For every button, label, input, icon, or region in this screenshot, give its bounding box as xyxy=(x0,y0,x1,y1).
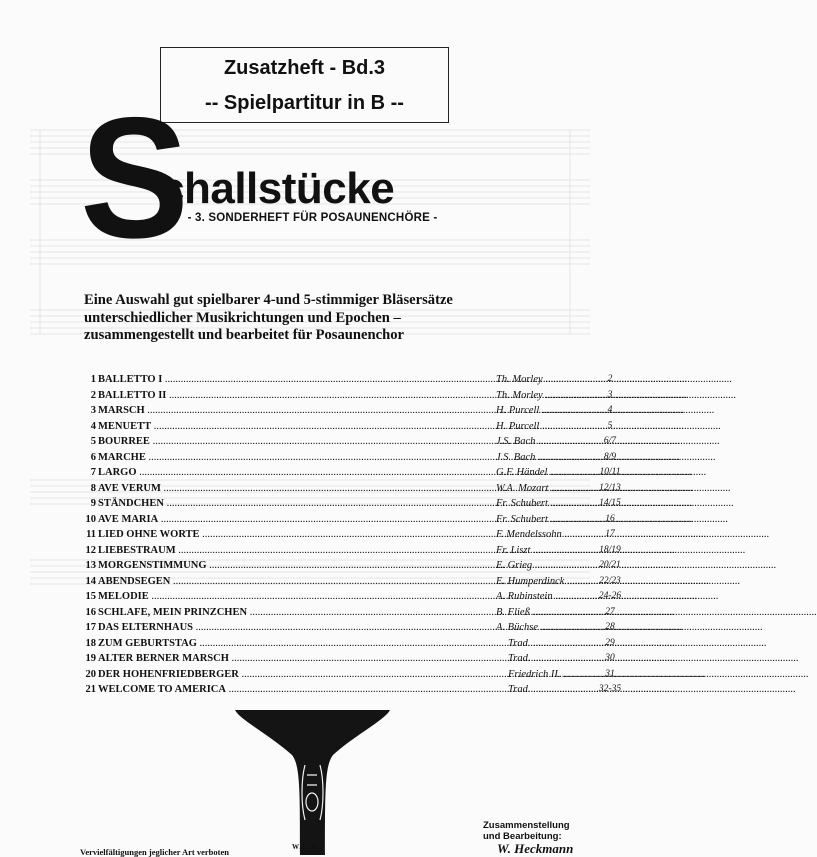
toc-composer: J.S. Bach ..... xyxy=(496,452,594,463)
toc-entry xyxy=(80,467,621,483)
toc-number: 2 xyxy=(90,389,96,401)
intro-text xyxy=(84,292,524,345)
toc-number: 10 xyxy=(85,513,96,525)
toc-entry xyxy=(80,451,617,468)
toc-page: 2 xyxy=(607,374,613,384)
toc-title: ZUM GEBURTSTAG ..... xyxy=(98,638,490,649)
toc-title: MENUETT ..... xyxy=(98,421,490,432)
table-of-contents xyxy=(80,374,622,700)
toc-entry xyxy=(80,684,622,700)
toc-composer: J.S. Bach ..... xyxy=(496,436,594,447)
toc-composer: Th. Morley ..... xyxy=(496,374,594,385)
toc-entry xyxy=(80,436,617,452)
intro-line: Eine Auswahl gut spielbarer 4-und 5-stimmiger Bläsersätze xyxy=(84,292,453,308)
toc-entry xyxy=(80,668,615,685)
credit-line: und Bearbeitung: xyxy=(483,831,562,842)
toc-title: LARGO ..... xyxy=(98,467,490,478)
credit-line: Zusammenstellung xyxy=(483,820,570,831)
toc-title: MELODIE ..... xyxy=(98,591,490,602)
toc-page: 31 xyxy=(605,668,615,679)
toc-page: 10/11 xyxy=(599,467,621,477)
toc-entry xyxy=(80,560,621,576)
toc-composer: Fr. Liszt ..... xyxy=(496,545,594,556)
toc-number: 19 xyxy=(85,653,96,664)
toc-page: 12/13 xyxy=(599,482,621,493)
toc-composer: E. Humperdinck ..... xyxy=(496,576,594,587)
toc-page: 22/23 xyxy=(599,575,621,586)
intro-line: zusammengestellt und bearbeitet für Posaunenchor xyxy=(84,327,404,343)
header-edition: -- Spielpartitur in B -- xyxy=(205,92,404,114)
toc-page: 14/15 xyxy=(599,498,621,508)
toc-title: SCHLAFE, MEIN PRINZCHEN ..... xyxy=(98,607,490,618)
toc-title: MARSCH ..... xyxy=(98,405,490,416)
toc-page: 16 xyxy=(605,513,615,524)
toc-number: 1 xyxy=(90,374,96,385)
toc-entry xyxy=(80,482,621,499)
toc-entry xyxy=(80,513,615,530)
toc-number: 21 xyxy=(85,684,96,695)
toc-composer: H. Purcell ..... xyxy=(496,405,594,416)
toc-page: 28 xyxy=(605,622,615,632)
toc-page: 6/7 xyxy=(603,436,617,446)
toc-title: BOURREE ..... xyxy=(98,436,490,447)
toc-page: 20/21 xyxy=(599,560,621,570)
toc-page: 30 xyxy=(605,653,615,663)
toc-entry xyxy=(80,420,613,437)
toc-composer: Trad. ..... xyxy=(496,638,594,649)
title-initial: S xyxy=(80,82,189,274)
toc-page: 4 xyxy=(607,405,613,415)
header-volume: Zusatzheft - Bd.3 xyxy=(223,57,386,79)
toc-composer: G.F. Händel ..... xyxy=(496,467,594,478)
toc-entry xyxy=(80,637,615,654)
toc-composer: A. Büchse ..... xyxy=(496,622,594,633)
toc-page: 5 xyxy=(607,420,613,431)
toc-number: 9 xyxy=(90,498,96,509)
toc-title: WELCOME TO AMERICA ..... xyxy=(98,684,490,695)
toc-entry xyxy=(80,622,615,638)
toc-composer: E. Grieg ..... xyxy=(496,560,594,571)
toc-page: 27 xyxy=(605,606,615,617)
toc-number: 12 xyxy=(85,544,96,556)
toc-entry xyxy=(80,389,613,406)
toc-title: ABENDSEGEN ..... xyxy=(98,576,490,587)
toc-entry xyxy=(80,529,615,545)
header-box xyxy=(160,47,449,123)
toc-title: ALTER BERNER MARSCH ..... xyxy=(98,653,490,664)
toc-number: 6 xyxy=(90,451,96,463)
toc-title: MARCHE ..... xyxy=(98,452,490,463)
toc-entry xyxy=(80,374,613,390)
toc-title: LIED OHNE WORTE ..... xyxy=(98,529,490,540)
toc-page: 17 xyxy=(605,529,615,539)
toc-entry xyxy=(80,405,613,421)
credit-label xyxy=(483,820,570,842)
toc-title: STÄNDCHEN ..... xyxy=(98,498,490,509)
toc-page: 24-26 xyxy=(598,591,622,601)
toc-composer: Fr. Schubert ..... xyxy=(496,514,594,525)
toc-number: 11 xyxy=(86,529,96,540)
toc-entry xyxy=(80,544,621,561)
toc-composer: H. Purcell ..... xyxy=(496,421,594,432)
logo-text: W.H.M. xyxy=(292,843,322,851)
copyright-notice: Vervielfältigungen jeglicher Art verboten xyxy=(80,847,229,857)
toc-composer: Friedrich II. ..... xyxy=(496,669,594,680)
toc-composer: Th. Morley ..... xyxy=(496,390,594,401)
toc-composer: Trad. ..... xyxy=(496,653,594,664)
toc-composer: B. Fließ ..... xyxy=(496,607,594,618)
toc-page: 32-35 xyxy=(598,684,622,694)
toc-page: 18/19 xyxy=(599,544,621,555)
toc-title: BALLETTO II ..... xyxy=(98,390,490,401)
toc-page: 29 xyxy=(605,637,615,648)
toc-title: AVE MARIA ..... xyxy=(98,514,490,525)
toc-title: DAS ELTERNHAUS ..... xyxy=(98,622,490,633)
toc-number: 18 xyxy=(85,637,96,649)
toc-number: 15 xyxy=(85,591,96,602)
toc-composer: Trad. ..... xyxy=(496,684,594,695)
toc-composer: Fr. Schubert ..... xyxy=(496,498,594,509)
toc-composer: A. Rubinstein ..... xyxy=(496,591,594,602)
toc-page: 8/9 xyxy=(603,451,617,462)
toc-composer: F. Mendelssohn ..... xyxy=(496,529,594,540)
toc-composer: W.A. Mozart ..... xyxy=(496,483,594,494)
toc-title: AVE VERUM ..... xyxy=(98,483,490,494)
toc-number: 4 xyxy=(90,420,96,432)
arranger-name: W. Heckmann xyxy=(497,841,574,856)
toc-number: 17 xyxy=(85,622,96,633)
toc-title: BALLETTO I ..... xyxy=(98,374,490,385)
subtitle: - 3. SONDERHEFT FÜR POSAUNENCHÖRE - xyxy=(187,212,438,224)
toc-number: 7 xyxy=(90,467,96,478)
toc-number: 20 xyxy=(85,668,96,680)
toc-page: 3 xyxy=(607,389,613,400)
toc-number: 13 xyxy=(85,560,96,571)
toc-entry xyxy=(80,575,621,592)
toc-entry xyxy=(80,606,615,623)
toc-title: LIEBESTRAUM ..... xyxy=(98,545,490,556)
toc-number: 5 xyxy=(90,436,96,447)
trombone-bell-logo xyxy=(235,710,390,855)
toc-entry xyxy=(80,498,621,514)
toc-number: 8 xyxy=(90,482,96,494)
toc-number: 14 xyxy=(85,575,96,587)
toc-entry xyxy=(80,653,615,669)
toc-title: DER HOHENFRIEDBERGER ..... xyxy=(98,669,490,680)
title-text: challstücke xyxy=(160,164,395,213)
intro-line: unterschiedlicher Musikrichtungen und Epochen – xyxy=(84,309,401,326)
toc-number: 3 xyxy=(90,405,96,416)
toc-entry xyxy=(80,591,622,607)
toc-number: 16 xyxy=(85,606,96,618)
toc-title: MORGENSTIMMUNG ..... xyxy=(98,560,490,571)
